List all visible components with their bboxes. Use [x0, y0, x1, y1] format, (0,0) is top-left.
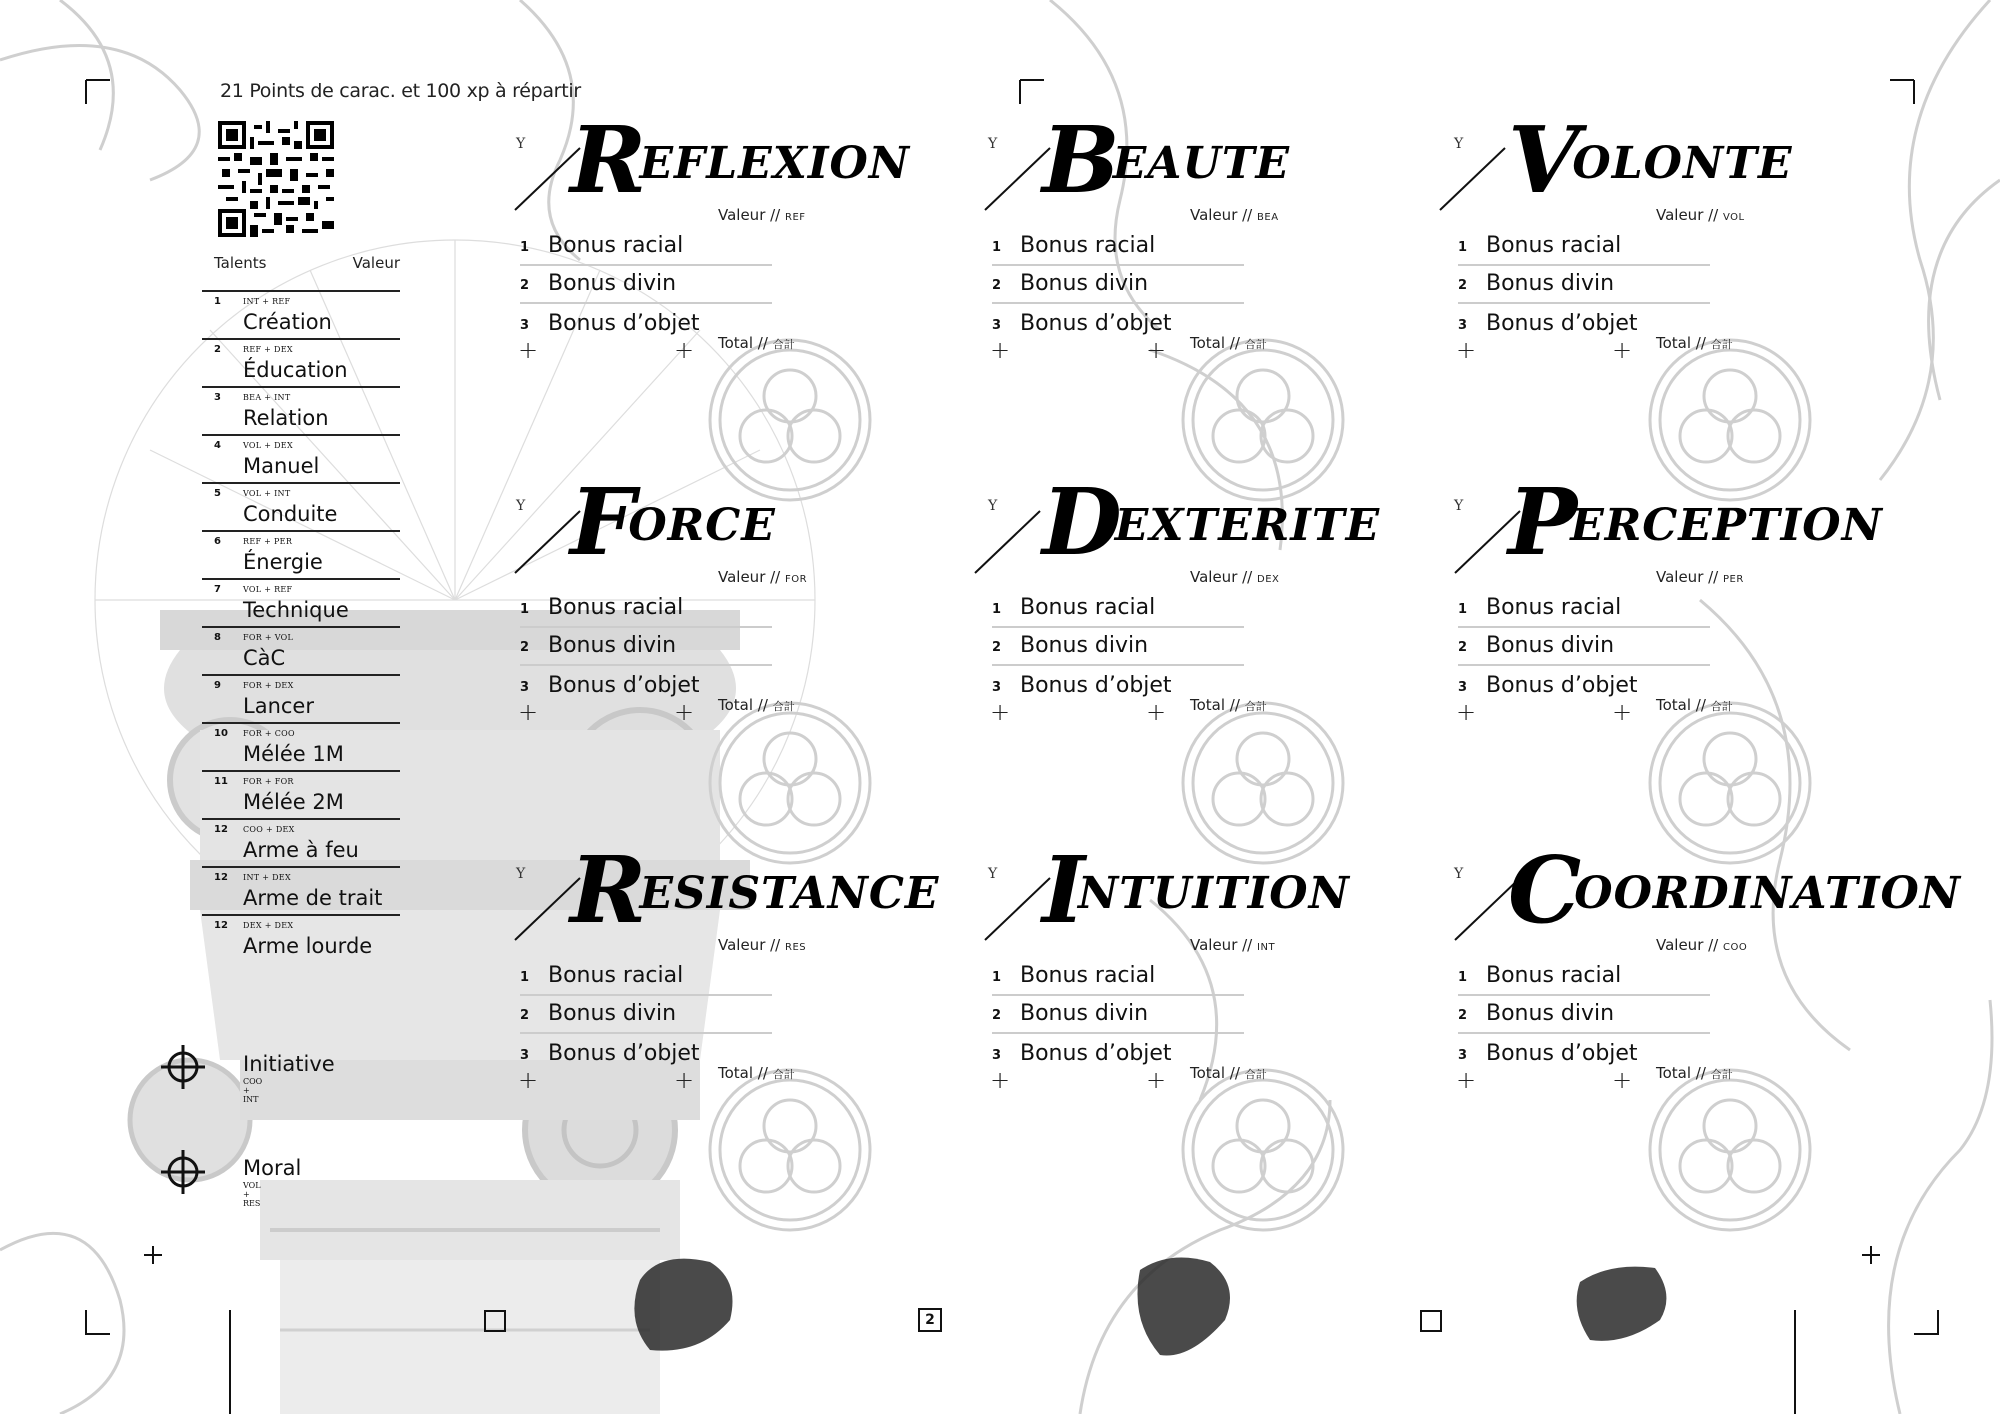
- talent-name: Énergie: [243, 550, 323, 574]
- bonus-number: 3: [520, 680, 530, 695]
- total-label: Total //: [718, 334, 768, 352]
- plus-icon: +: [1612, 1066, 1633, 1094]
- bonus-label: Bonus d’objet: [548, 311, 700, 336]
- bonus-divin-row[interactable]: [992, 270, 1244, 304]
- valeur-label: Valeur //: [1656, 936, 1719, 954]
- valeur-label: Valeur //: [1656, 568, 1719, 586]
- talent-number: 4: [214, 440, 221, 451]
- attribute-title-initial: B: [1042, 106, 1121, 214]
- attribute-total-field[interactable]: [1656, 1064, 1733, 1082]
- talent-number: 10: [214, 728, 228, 739]
- attribute-value-field[interactable]: [1656, 936, 1747, 954]
- bonus-number: 1: [992, 240, 1002, 255]
- bonus-number: 1: [520, 602, 530, 617]
- bonus-number: 3: [1458, 318, 1468, 333]
- attribute-title: [570, 106, 910, 214]
- attribute-title-rest: ORCE: [628, 500, 776, 551]
- plus-icon: +: [518, 698, 539, 726]
- talent-row[interactable]: [202, 530, 400, 578]
- bonus-divin-row[interactable]: [992, 1000, 1244, 1034]
- checkbox[interactable]: [484, 1310, 506, 1332]
- talent-row[interactable]: [202, 386, 400, 434]
- talent-attributes: FOR + COO: [243, 729, 295, 738]
- total-kanji: 合計: [772, 338, 795, 351]
- bonus-racial-row[interactable]: [520, 594, 772, 628]
- plus-icon: +: [1146, 698, 1167, 726]
- attribute-total-field[interactable]: [1656, 334, 1733, 352]
- qr-code-icon: [218, 121, 334, 237]
- bonus-number: 2: [992, 278, 1002, 293]
- attribute-value-field[interactable]: [718, 568, 807, 586]
- attribute-title: [1508, 468, 1883, 576]
- bonus-number: 2: [520, 1008, 530, 1023]
- talent-attributes: VOL + DEX: [243, 441, 293, 450]
- checkbox[interactable]: [1420, 1310, 1442, 1332]
- plus-icon: +: [990, 698, 1011, 726]
- valeur-label: Valeur //: [1656, 206, 1719, 224]
- talent-attributes: INT + REF: [243, 297, 291, 306]
- talent-row[interactable]: [202, 626, 400, 674]
- talent-row[interactable]: [202, 482, 400, 530]
- bonus-racial-row[interactable]: [1458, 232, 1710, 266]
- talent-number: 8: [214, 632, 221, 643]
- attribute-title-initial: V: [1508, 106, 1581, 214]
- talent-name: Création: [243, 310, 332, 334]
- plus-icon: +: [1456, 1066, 1477, 1094]
- valeur-label: Valeur //: [1190, 206, 1253, 224]
- plus-icon: +: [1456, 698, 1477, 726]
- plus-icon: +: [1612, 336, 1633, 364]
- moral-attributes: VOL + RES: [243, 1181, 261, 1208]
- bonus-number: 3: [992, 680, 1002, 695]
- bonus-racial-row[interactable]: [520, 232, 772, 266]
- attribute-title: [1042, 836, 1350, 944]
- bonus-label: Bonus racial: [548, 595, 684, 620]
- attribute-value-field[interactable]: [718, 936, 806, 954]
- bonus-number: 3: [1458, 1048, 1468, 1063]
- bonus-divin-row[interactable]: [1458, 632, 1710, 666]
- bonus-label: Bonus divin: [1020, 271, 1149, 296]
- attribute-abbr: RES: [785, 942, 807, 953]
- page-number: 2: [918, 1308, 942, 1332]
- total-kanji: 合計: [772, 700, 795, 713]
- bonus-number: 1: [992, 970, 1002, 985]
- bonus-label: Bonus divin: [548, 633, 677, 658]
- bonus-racial-row[interactable]: [520, 962, 772, 996]
- talent-attributes: VOL + INT: [243, 489, 291, 498]
- bonus-label: Bonus racial: [548, 233, 684, 258]
- talent-name: Arme de trait: [243, 886, 383, 910]
- talent-name: Mélée 2M: [243, 790, 344, 814]
- bonus-label: Bonus divin: [1486, 271, 1615, 296]
- attribute-title-initial: F: [570, 468, 637, 576]
- talent-row[interactable]: [202, 290, 400, 338]
- bonus-label: Bonus racial: [1020, 595, 1156, 620]
- talent-name: Conduite: [243, 502, 338, 526]
- talent-number: 12: [214, 920, 228, 931]
- valeur-label: Valeur //: [718, 206, 781, 224]
- attribute-block-bea: [988, 106, 1368, 480]
- talent-row[interactable]: [202, 866, 400, 914]
- bonus-label: Bonus d’objet: [1486, 311, 1638, 336]
- talent-number: 11: [214, 776, 228, 787]
- attribute-total-field[interactable]: [1190, 696, 1267, 714]
- bonus-divin-row[interactable]: [1458, 270, 1710, 304]
- total-label: Total //: [1190, 696, 1240, 714]
- talent-name: Manuel: [243, 454, 320, 478]
- talent-row[interactable]: [202, 914, 400, 962]
- talent-number: 5: [214, 488, 221, 499]
- plus-icon: +: [674, 336, 695, 364]
- total-label: Total //: [1190, 1064, 1240, 1082]
- bonus-number: 1: [1458, 240, 1468, 255]
- attribute-title-initial: C: [1508, 836, 1583, 944]
- attribute-value-field[interactable]: [1190, 568, 1279, 586]
- talent-attributes: COO + DEX: [243, 825, 295, 834]
- attribute-total-field[interactable]: [1190, 1064, 1267, 1082]
- total-kanji: 合計: [1244, 1068, 1267, 1081]
- talents-header: [214, 254, 400, 272]
- bonus-number: 1: [520, 970, 530, 985]
- bonus-racial-row[interactable]: [992, 594, 1244, 628]
- attribute-total-field[interactable]: [718, 334, 795, 352]
- bonus-racial-row[interactable]: [992, 232, 1244, 266]
- bonus-label: Bonus d’objet: [1020, 1041, 1172, 1066]
- total-kanji: 合計: [1710, 1068, 1733, 1081]
- talent-number: 3: [214, 392, 221, 403]
- attribute-title-rest: NTUITION: [1078, 868, 1350, 919]
- valeur-label: Valeur //: [1190, 568, 1253, 586]
- total-label: Total //: [1656, 334, 1706, 352]
- talent-row[interactable]: [202, 338, 400, 386]
- attribute-title-rest: EXTERITE: [1114, 500, 1381, 551]
- bonus-label: Bonus d’objet: [1486, 1041, 1638, 1066]
- plus-icon: +: [1146, 336, 1167, 364]
- talent-attributes: INT + DEX: [243, 873, 291, 882]
- attribute-title-initial: I: [1042, 836, 1087, 944]
- initiative-attributes: COO + INT: [243, 1077, 263, 1104]
- valeur-label: Valeur //: [1190, 936, 1253, 954]
- talent-row[interactable]: [202, 818, 400, 866]
- y-mark: Y: [1454, 136, 1464, 152]
- talent-number: 1: [214, 296, 221, 307]
- attribute-block-coo: [1454, 836, 1962, 1210]
- bonus-label: Bonus divin: [548, 271, 677, 296]
- bonus-label: Bonus divin: [1486, 633, 1615, 658]
- talent-number: 2: [214, 344, 221, 355]
- attribute-block-for: [516, 468, 896, 842]
- bonus-label: Bonus d’objet: [1020, 673, 1172, 698]
- bonus-racial-row[interactable]: [992, 962, 1244, 996]
- attribute-abbr: BEA: [1257, 212, 1279, 223]
- talent-name: CàC: [243, 646, 286, 670]
- y-mark: Y: [988, 498, 998, 514]
- talents-value-title: Valeur: [352, 254, 400, 272]
- talent-number: 6: [214, 536, 221, 547]
- points-instruction: 21 Points de carac. et 100 xp à répartir: [220, 80, 581, 102]
- total-label: Total //: [718, 1064, 768, 1082]
- attribute-value-field[interactable]: [718, 206, 806, 224]
- attribute-title-rest: EAUTE: [1112, 138, 1291, 189]
- attribute-title-rest: ERCEPTION: [1570, 500, 1883, 551]
- attribute-value-field[interactable]: [1656, 568, 1744, 586]
- talent-attributes: FOR + DEX: [243, 681, 294, 690]
- attribute-value-field[interactable]: [1190, 206, 1279, 224]
- attribute-abbr: REF: [785, 212, 806, 223]
- total-kanji: 合計: [1710, 338, 1733, 351]
- talent-name: Arme lourde: [243, 934, 373, 958]
- plus-icon: +: [1456, 336, 1477, 364]
- bonus-number: 3: [520, 1048, 530, 1063]
- total-label: Total //: [1656, 696, 1706, 714]
- attribute-title-initial: R: [570, 106, 648, 214]
- talent-number: 12: [214, 872, 228, 883]
- y-mark: Y: [516, 866, 526, 882]
- attribute-title-initial: R: [570, 836, 648, 944]
- bonus-label: Bonus divin: [1486, 1001, 1615, 1026]
- attribute-value-field[interactable]: [1656, 206, 1745, 224]
- bonus-label: Bonus divin: [1020, 633, 1149, 658]
- bonus-divin-row[interactable]: [992, 632, 1244, 666]
- plus-icon: +: [518, 336, 539, 364]
- talent-number: 7: [214, 584, 221, 595]
- bonus-number: 2: [520, 640, 530, 655]
- total-kanji: 合計: [1244, 338, 1267, 351]
- talent-number: 12: [214, 824, 228, 835]
- bonus-label: Bonus racial: [1486, 233, 1622, 258]
- attribute-block-per: [1454, 468, 1883, 842]
- y-mark: Y: [988, 136, 998, 152]
- bonus-divin-row[interactable]: [520, 270, 772, 304]
- bonus-number: 3: [992, 318, 1002, 333]
- bonus-number: 2: [992, 1008, 1002, 1023]
- attribute-abbr: VOL: [1723, 212, 1745, 223]
- bonus-label: Bonus divin: [1020, 1001, 1149, 1026]
- talent-name: Technique: [243, 598, 349, 622]
- moral-label: Moral: [243, 1156, 302, 1180]
- attribute-total-field[interactable]: [1656, 696, 1733, 714]
- y-mark: Y: [988, 866, 998, 882]
- plus-icon: +: [1146, 1066, 1167, 1094]
- attribute-block-int: [988, 836, 1368, 1210]
- attribute-abbr: DEX: [1257, 574, 1280, 585]
- total-kanji: 合計: [1710, 700, 1733, 713]
- talent-name: Lancer: [243, 694, 314, 718]
- talent-name: Relation: [243, 406, 329, 430]
- bonus-number: 1: [1458, 602, 1468, 617]
- bonus-number: 2: [520, 278, 530, 293]
- talent-attributes: FOR + FOR: [243, 777, 294, 786]
- y-mark: Y: [516, 136, 526, 152]
- talent-name: Éducation: [243, 358, 348, 382]
- total-kanji: 合計: [1244, 700, 1267, 713]
- talent-row[interactable]: [202, 722, 400, 770]
- bonus-number: 1: [1458, 970, 1468, 985]
- attribute-title-initial: P: [1508, 468, 1579, 576]
- total-label: Total //: [1656, 1064, 1706, 1082]
- y-mark: Y: [516, 498, 526, 514]
- bonus-number: 1: [992, 602, 1002, 617]
- talent-name: Arme à feu: [243, 838, 359, 862]
- attribute-title: [1042, 106, 1291, 214]
- total-kanji: 合計: [772, 1068, 795, 1081]
- talent-number: 9: [214, 680, 221, 691]
- plus-icon: +: [990, 336, 1011, 364]
- attribute-title: [570, 468, 776, 576]
- talent-row[interactable]: [202, 578, 400, 626]
- bonus-number: 2: [992, 640, 1002, 655]
- attribute-block-ref: [516, 106, 910, 480]
- bonus-number: 3: [520, 318, 530, 333]
- attribute-abbr: INT: [1257, 942, 1276, 953]
- bonus-label: Bonus racial: [1020, 233, 1156, 258]
- talent-attributes: REF + DEX: [243, 345, 293, 354]
- bonus-divin-row[interactable]: [520, 1000, 772, 1034]
- attribute-abbr: FOR: [785, 574, 808, 585]
- bonus-number: 3: [992, 1048, 1002, 1063]
- bonus-label: Bonus d’objet: [1020, 311, 1172, 336]
- initiative-label: Initiative: [243, 1052, 335, 1076]
- bonus-number: 2: [1458, 640, 1468, 655]
- attribute-title-rest: OORDINATION: [1574, 868, 1962, 919]
- plus-icon: +: [990, 1066, 1011, 1094]
- y-mark: Y: [1454, 866, 1464, 882]
- bonus-number: 2: [1458, 278, 1468, 293]
- attribute-abbr: PER: [1723, 574, 1744, 585]
- plus-icon: +: [674, 698, 695, 726]
- valeur-label: Valeur //: [718, 936, 781, 954]
- attribute-total-field[interactable]: [718, 1064, 795, 1082]
- attribute-title: [1042, 468, 1381, 576]
- bonus-label: Bonus divin: [548, 1001, 677, 1026]
- valeur-label: Valeur //: [718, 568, 781, 586]
- attribute-block-res: [516, 836, 940, 1210]
- attribute-abbr: COO: [1723, 942, 1748, 953]
- talent-row[interactable]: [202, 770, 400, 818]
- bonus-label: Bonus racial: [1486, 595, 1622, 620]
- helmet-sketch: [634, 1258, 1666, 1356]
- y-mark: Y: [1454, 498, 1464, 514]
- attribute-title-rest: ESISTANCE: [639, 868, 940, 919]
- attribute-title: [570, 836, 940, 944]
- talents-title: Talents: [214, 254, 267, 272]
- plus-icon: +: [518, 1066, 539, 1094]
- talent-list: [202, 290, 400, 962]
- talent-attributes: BEA + INT: [243, 393, 291, 402]
- attribute-block-dex: [988, 468, 1381, 842]
- bonus-label: Bonus racial: [1486, 963, 1622, 988]
- attribute-title-rest: EFLEXION: [639, 138, 910, 189]
- attribute-total-field[interactable]: [718, 696, 795, 714]
- attribute-title-initial: D: [1042, 468, 1123, 576]
- total-label: Total //: [1190, 334, 1240, 352]
- attribute-title: [1508, 106, 1793, 214]
- plus-icon: +: [1612, 698, 1633, 726]
- bonus-divin-row[interactable]: [520, 632, 772, 666]
- bonus-racial-row[interactable]: [1458, 962, 1710, 996]
- bonus-label: Bonus racial: [548, 963, 684, 988]
- talent-attributes: REF + PER: [243, 537, 293, 546]
- attribute-value-field[interactable]: [1190, 936, 1275, 954]
- talent-attributes: VOL + REF: [243, 585, 293, 594]
- talent-attributes: FOR + VOL: [243, 633, 294, 642]
- bonus-number: 1: [520, 240, 530, 255]
- plus-icon: +: [674, 1066, 695, 1094]
- bonus-label: Bonus d’objet: [1486, 673, 1638, 698]
- talent-row[interactable]: [202, 434, 400, 482]
- attribute-title-rest: OLONTE: [1572, 138, 1793, 189]
- talent-name: Mélée 1M: [243, 742, 344, 766]
- bonus-number: 3: [1458, 680, 1468, 695]
- bonus-number: 2: [1458, 1008, 1468, 1023]
- talent-row[interactable]: [202, 674, 400, 722]
- attribute-title: [1508, 836, 1962, 944]
- talent-attributes: DEX + DEX: [243, 921, 294, 930]
- bonus-divin-row[interactable]: [1458, 1000, 1710, 1034]
- attribute-total-field[interactable]: [1190, 334, 1267, 352]
- bonus-racial-row[interactable]: [1458, 594, 1710, 628]
- total-label: Total //: [718, 696, 768, 714]
- bonus-label: Bonus racial: [1020, 963, 1156, 988]
- bonus-label: Bonus d’objet: [548, 673, 700, 698]
- attribute-block-vol: [1454, 106, 1834, 480]
- bonus-label: Bonus d’objet: [548, 1041, 700, 1066]
